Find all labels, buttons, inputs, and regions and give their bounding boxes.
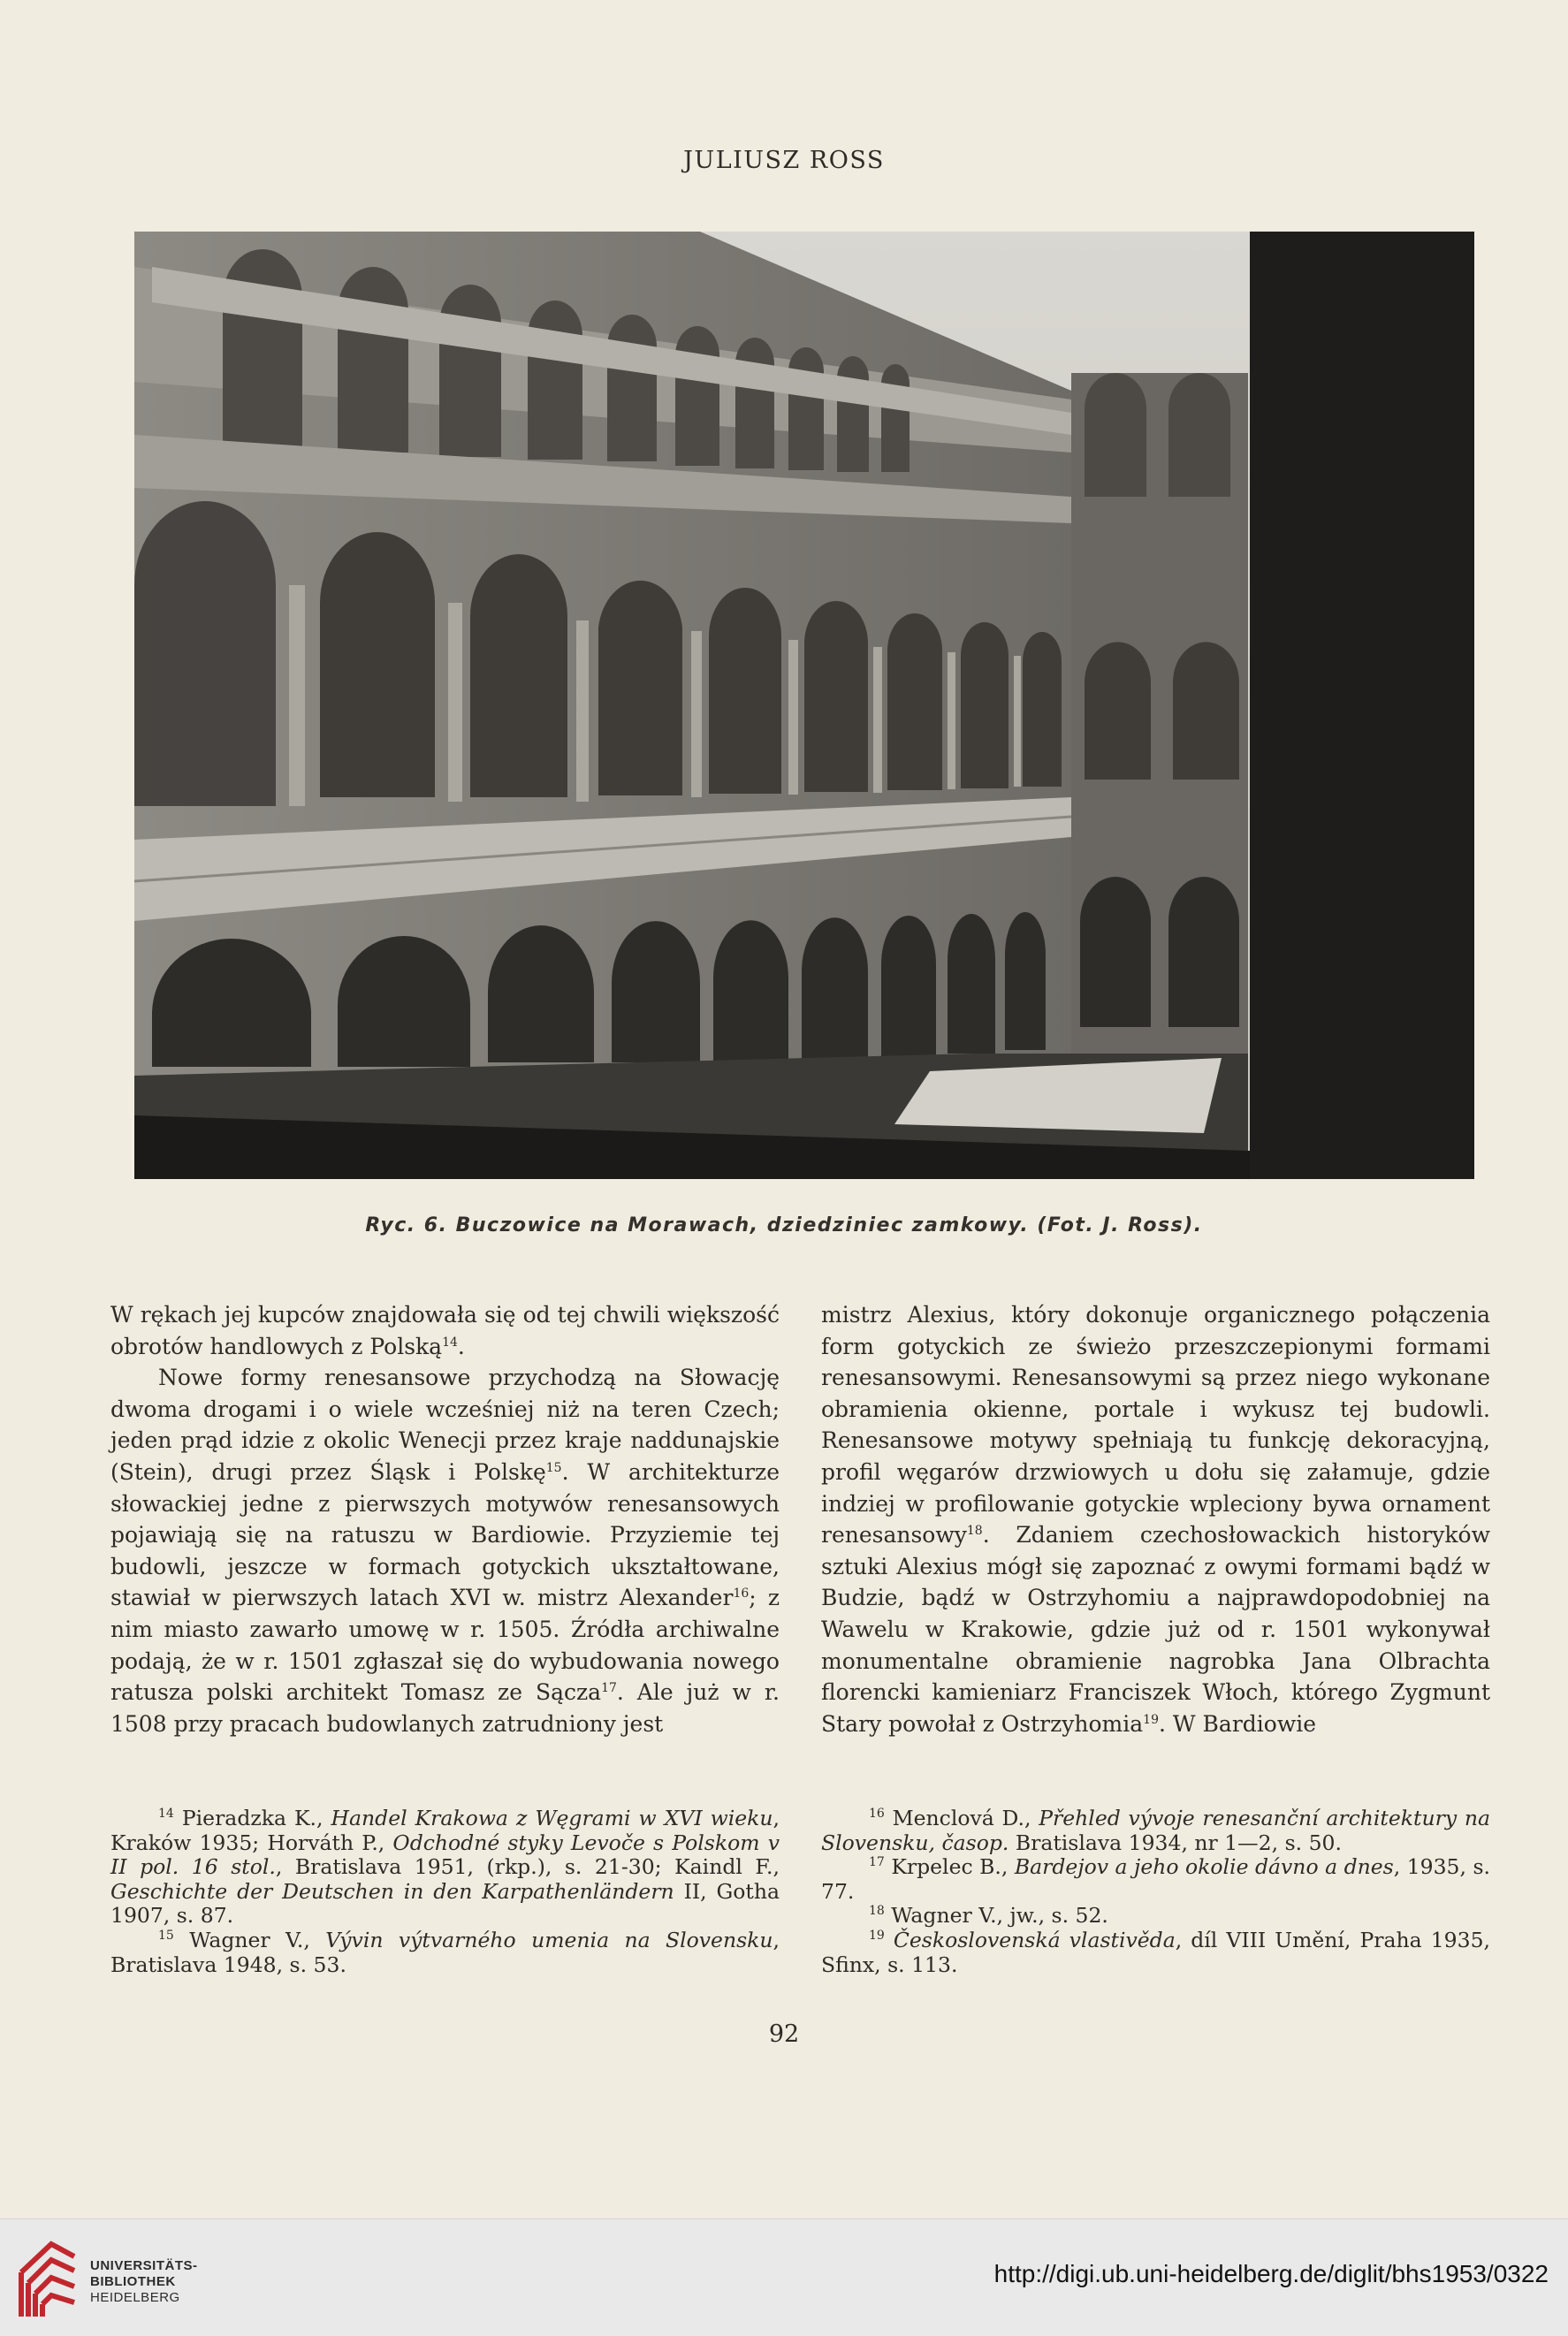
footnotes-left	[110, 1807, 780, 1977]
footnote-ref: 17	[601, 1681, 617, 1696]
body-column-left	[110, 1299, 780, 1739]
footnote-ref: 14	[442, 1335, 458, 1350]
library-name: UNIVERSITÄTS- BIBLIOTHEK HEIDELBERG	[90, 2258, 198, 2305]
library-footer	[0, 2218, 1568, 2336]
paragraph: W rękach jej kupców znajdowała się od tej chwili większość obrotów handlowych z Polską$^{14}$.	[110, 1302, 780, 1359]
footnotes-right	[821, 1807, 1490, 1977]
courtyard-photo-image	[134, 232, 1474, 1179]
footnote-18: $^{18}$ Wagner V., jw., s. 52.	[869, 1903, 1108, 1929]
page-number: 92	[768, 2020, 800, 2048]
running-title: JULIUSZ ROSS	[683, 147, 885, 174]
university-library-logo-icon	[16, 2237, 80, 2324]
paragraph: Nowe formy renesansowe przychodzą na Słowację dwoma drogami i o wiele wcześniej niż na teren Czech; jeden prąd idzie z okolic Wenecji przez kraje naddunajskie (Stein), drugi przez Śląsk i Polskę$^{15}$. W architekturze słowackiej jedne z pierwszych motywów renesansowych pojawiają się na ratuszu w Bardiowie. Przyziemie tej budowli, jeszcze w formach gotyckich ukształtowane, stawiał w pierwszych latach XVI w. mistrz Alexander$^{16}$; z nim miasto zawarło umowę w r. 1505. Źródła archiwalne podają, że w r. 1501 zgłaszał się do wybudowania nowego ratusza polski architekt Tomasz ze Sącza$^{17}$. Ale już w r. 1508 przy pracach budowlanych zatrudniony jest	[110, 1365, 780, 1737]
footnote-ref: 19	[1143, 1712, 1159, 1727]
permalink-url[interactable]: http://digi.ub.uni-heidelberg.de/diglit/bhs1953/0322	[993, 2260, 1549, 2287]
footnote-15: $^{15}$ Wagner V., Vývin výtvarného umenia na Slovensku, Bratislava 1948, s. 53.	[110, 1927, 780, 1977]
footnote-19: $^{19}$ Československá vlastivěda, díl VIII Umění, Praha 1935, Sfinx, s. 113.	[821, 1927, 1490, 1977]
courtyard-photograph	[134, 232, 1474, 1179]
footnote-ref: 18	[966, 1524, 983, 1539]
footnote-16: $^{16}$ Menclová D., Přehled vývoje renesanční architektury na Slovensku, časop. Bratislava 1934, nr 1—2, s. 50.	[821, 1806, 1490, 1855]
footnote-ref: 15	[545, 1460, 562, 1475]
footnote-17: $^{17}$ Krpelec B., Bardejov a jeho okolie dávno a dnes, 1935, s. 77.	[821, 1854, 1490, 1904]
paragraph: mistrz Alexius, który dokonuje organicznego połączenia form gotyckich ze świeżo przeszczepionymi formami renesansowymi. Renesansowymi są przez niego wykonane obramienia okienne, portale i wykusz tej budowli. Renesansowe motywy spełniają tu funkcję dekoracyjną, profil węgarów drzwiowych u dołu się załamuje, gdzie indziej w profilowanie gotyckie wpleciony bywa ornament renesansowy$^{18}$. Zdaniem czechosłowackich historyków sztuki Alexius mógł się zapoznać z owymi formami bądź w Budzie, bądź w Ostrzyhomiu a najprawdopodobniej na Wawelu w Krakowie, gdzie już od r. 1501 wykonywał monumentalne obramienie nagrobka Jana Olbrachta florencki kamieniarz Franciszek Włoch, którego Zygmunt Stary powołał z Ostrzyhomia$^{19}$. W Bardiowie	[821, 1302, 1490, 1737]
footnote-14: $^{14}$ Pieradzka K., Handel Krakowa z Węgrami w XVI wieku, Kraków 1935; Horváth P., Odchodné styky Levoče s Polskom v II pol. 16 stol., Bratislava 1951, (rkp.), s. 21-30; Kaindl F., Geschichte der Deutschen in den Karpathenländern II, Gotha 1907, s. 87.	[110, 1806, 780, 1929]
body-column-right	[821, 1299, 1490, 1739]
footnote-ref: 16	[733, 1587, 750, 1602]
figure-caption: Ryc. 6. Buczowice na Morawach, dziedziniec zamkowy. (Fot. J. Ross).	[365, 1214, 1203, 1236]
